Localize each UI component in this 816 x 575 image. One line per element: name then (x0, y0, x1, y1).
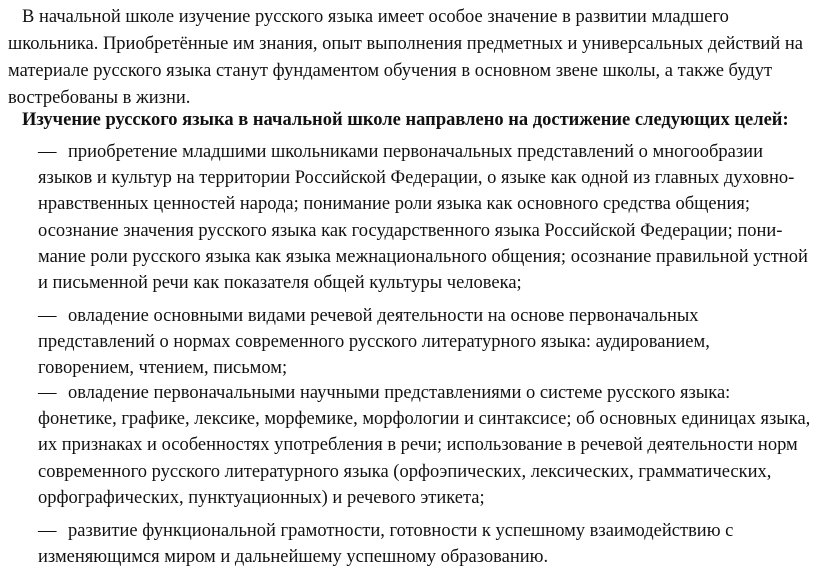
goal-line: языков и культур на территории Российской Федерации, о языке как одной из главных духовно- (38, 168, 795, 189)
goal-text: овладение основными видами речевой деятельности на основе первоначальных (68, 306, 699, 326)
goal-item-4 (38, 518, 808, 570)
goal-item-1 (38, 139, 808, 296)
goal-line: фонетике, графике, лексике, морфемике, морфологии и синтаксисе; об основных единицах языка, (38, 409, 811, 430)
dash-bullet: — (38, 383, 57, 403)
goal-item-3 (38, 380, 811, 511)
goal-line: и письменной речи как показателя общей культуры человека; (38, 273, 522, 294)
goal-line: представлений о нормах современного русского литературного языка: аудированием, (38, 332, 710, 353)
intro-paragraph (8, 4, 808, 112)
dash-bullet: — (38, 521, 57, 541)
intro-line: востребованы в жизни. (8, 88, 191, 108)
goal-line (38, 139, 808, 165)
goal-line: их признаках и особенностях употребления в речи; использование в речевой деятельности норм (38, 435, 798, 456)
goal-text: развитие функциональной грамотности, готовности к успешному взаимодействию с (68, 521, 734, 541)
goal-line (38, 518, 808, 544)
goal-text: овладение первоначальными научными представлениями о системе русского языка: (68, 383, 731, 403)
goal-line: изменяющимся миром и дальнейшему успешному образованию. (38, 547, 549, 568)
dash-bullet: — (38, 142, 57, 162)
intro-line: В начальной школе изучение русского языка имеет особое значение в развитии младшего (22, 7, 729, 27)
goal-line: нравственных ценностей народа; понимание роли языка как основного средства общения; (38, 194, 751, 215)
goal-line: говорением, чтением, письмом; (38, 358, 288, 379)
goal-item-2 (38, 303, 808, 382)
goal-line: осознание значения русского языка как государственного языка Российской Федерации; пони- (38, 220, 783, 241)
goal-text: приобретение младшими школьниками первоначальных представлений о многообразии (68, 142, 763, 162)
goals-heading: Изучение русского языка в начальной школе направлено на достижение следующих целей: (22, 110, 789, 130)
goal-line (38, 303, 808, 329)
goal-line: орфографических, пунктуационных) и речевого этикета; (38, 487, 485, 508)
goal-line (38, 380, 808, 406)
intro-line: школьника. Приобретённые им знания, опыт выполнения предметных и универсальных действий на (8, 34, 803, 54)
goal-line: современного русского литературного языка (орфоэпических, лексических, грамматических, (38, 461, 772, 482)
intro-line: материале русского языка станут фундаментом обучения в основном звене школы, а также будут (8, 61, 773, 81)
dash-bullet: — (38, 306, 57, 326)
goal-line: мание роли русского языка как языка межнационального общения; осознание правильной устной (38, 246, 808, 267)
